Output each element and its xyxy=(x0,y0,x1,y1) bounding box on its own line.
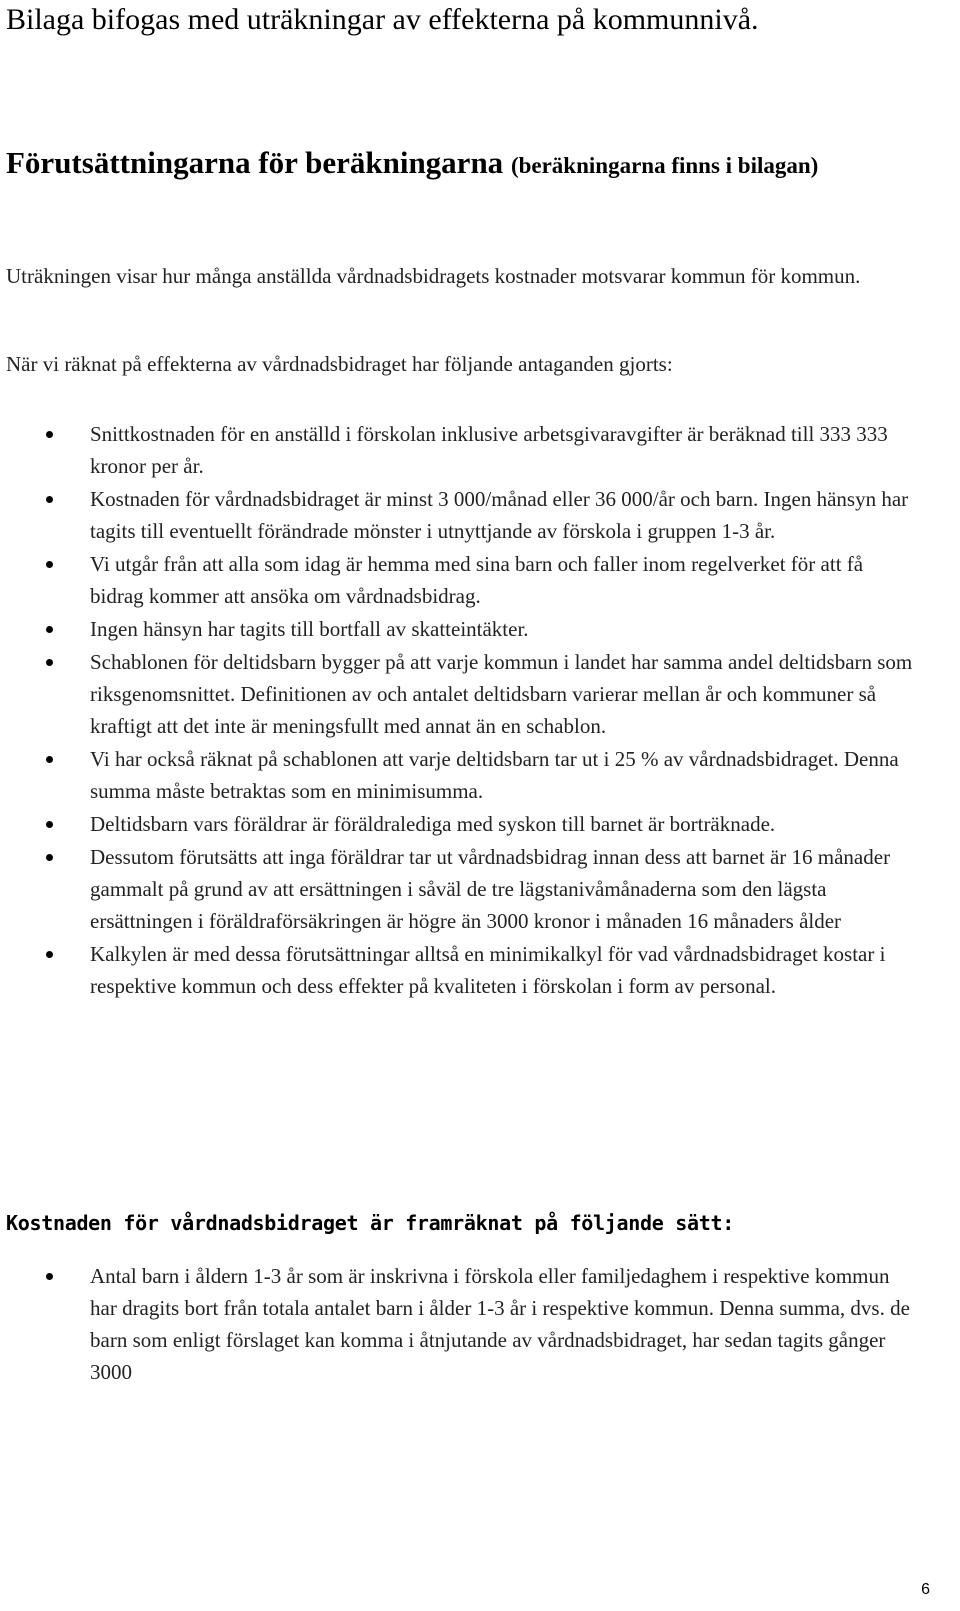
list-item xyxy=(0,938,920,1002)
intro-paragraph: Uträkningen visar hur många anställda vårdnadsbidragets kostnader motsvarar kommun för kommun. xyxy=(6,264,861,288)
list-item-text: Dessutom förutsätts att inga föräldrar tar ut vårdnadsbidrag innan dess att barnet är 16 månader gammalt på grund av att ersättningen i såväl de tre lägstanivåmånaderna som den lägsta ersättningen i föräldraförsäkringen är högre än 3000 kronor i månaden 16 månaders ålder xyxy=(90,845,891,933)
list-item-text: Deltidsbarn vars föräldrar är föräldralediga med syskon till barnet är borträknade. xyxy=(90,812,776,836)
list-item-text: Vi har också räknat på schablonen att varje deltidsbarn tar ut i 25 % av vårdnadsbidraget. Denna summa måste betraktas som en minimisumma. xyxy=(90,747,899,803)
list-item xyxy=(0,483,920,547)
bullet-icon xyxy=(46,561,53,568)
bullet-icon xyxy=(46,496,53,503)
section-title-main: Förutsättningarna för beräkningarna xyxy=(6,145,504,180)
list-item-text: Snittkostnaden för en anställd i förskolan inklusive arbetsgivaravgifter är beräknad till 333 333 kronor per år. xyxy=(90,422,888,478)
assumptions-list xyxy=(0,418,960,1003)
section-title xyxy=(6,145,936,184)
list-item xyxy=(0,1260,920,1388)
list-item-text: Kostnaden för vårdnadsbidraget är minst 3 000/månad eller 36 000/år och barn. Ingen hänsyn har tagits till eventuellt förändrade mönster i utnyttjande av förskola i gruppen 1-3 år. xyxy=(90,487,909,543)
list-item xyxy=(0,418,920,482)
assumptions-lead: När vi räknat på effekterna av vårdnadsbidraget har följande antaganden gjorts: xyxy=(6,352,673,376)
list-item xyxy=(0,613,920,645)
bullet-icon xyxy=(46,431,53,438)
bullet-icon xyxy=(46,1273,53,1280)
list-item-text: Kalkylen är med dessa förutsättningar alltså en minimikalkyl för vad vårdnadsbidraget kostar i respektive kommun och dess effekter på kvaliteten i förskolan i form av personal. xyxy=(90,942,886,998)
cost-heading: Kostnaden för vårdnadsbidraget är framräknat på följande sätt: xyxy=(6,1211,734,1235)
bullet-icon xyxy=(46,756,53,763)
page-number: 6 xyxy=(921,1581,930,1598)
list-item-text: Antal barn i åldern 1-3 år som är inskrivna i förskola eller familjedaghem i respektive kommun har dragits bort från totala antalet barn i ålder 1-3 år i respektive kommun. Denna summa, dvs. de barn som enligt förslaget kan komma i åtnjutande av vårdnadsbidraget, har sedan tagits gånger 3000 xyxy=(90,1264,910,1384)
list-item-text: Vi utgår från att alla som idag är hemma med sina barn och faller inom regelverket för att få bidrag kommer att ansöka om vårdnadsbidrag. xyxy=(90,552,864,608)
intro-text: Bilaga bifogas med uträkningar av effekterna på kommunnivå. xyxy=(6,3,759,36)
bullet-icon xyxy=(46,626,53,633)
section-title-note: (beräkningarna finns i bilagan) xyxy=(510,153,819,178)
list-item xyxy=(0,743,920,807)
list-item-text: Ingen hänsyn har tagits till bortfall av skatteintäkter. xyxy=(90,617,529,641)
bullet-icon xyxy=(46,854,53,861)
list-item xyxy=(0,808,920,840)
bullet-icon xyxy=(46,951,53,958)
list-item xyxy=(0,548,920,612)
list-item xyxy=(0,646,920,742)
list-item xyxy=(0,841,920,937)
bullet-icon xyxy=(46,821,53,828)
cost-list xyxy=(0,1260,960,1389)
bullet-icon xyxy=(46,659,53,666)
list-item-text: Schablonen för deltidsbarn bygger på att varje kommun i landet har samma andel deltidsbarn som riksgenomsnittet. Definitionen av och antalet deltidsbarn varierar mellan år och kommuner så kraftigt att det inte är meningsfullt med annat än en schablon. xyxy=(90,650,913,738)
